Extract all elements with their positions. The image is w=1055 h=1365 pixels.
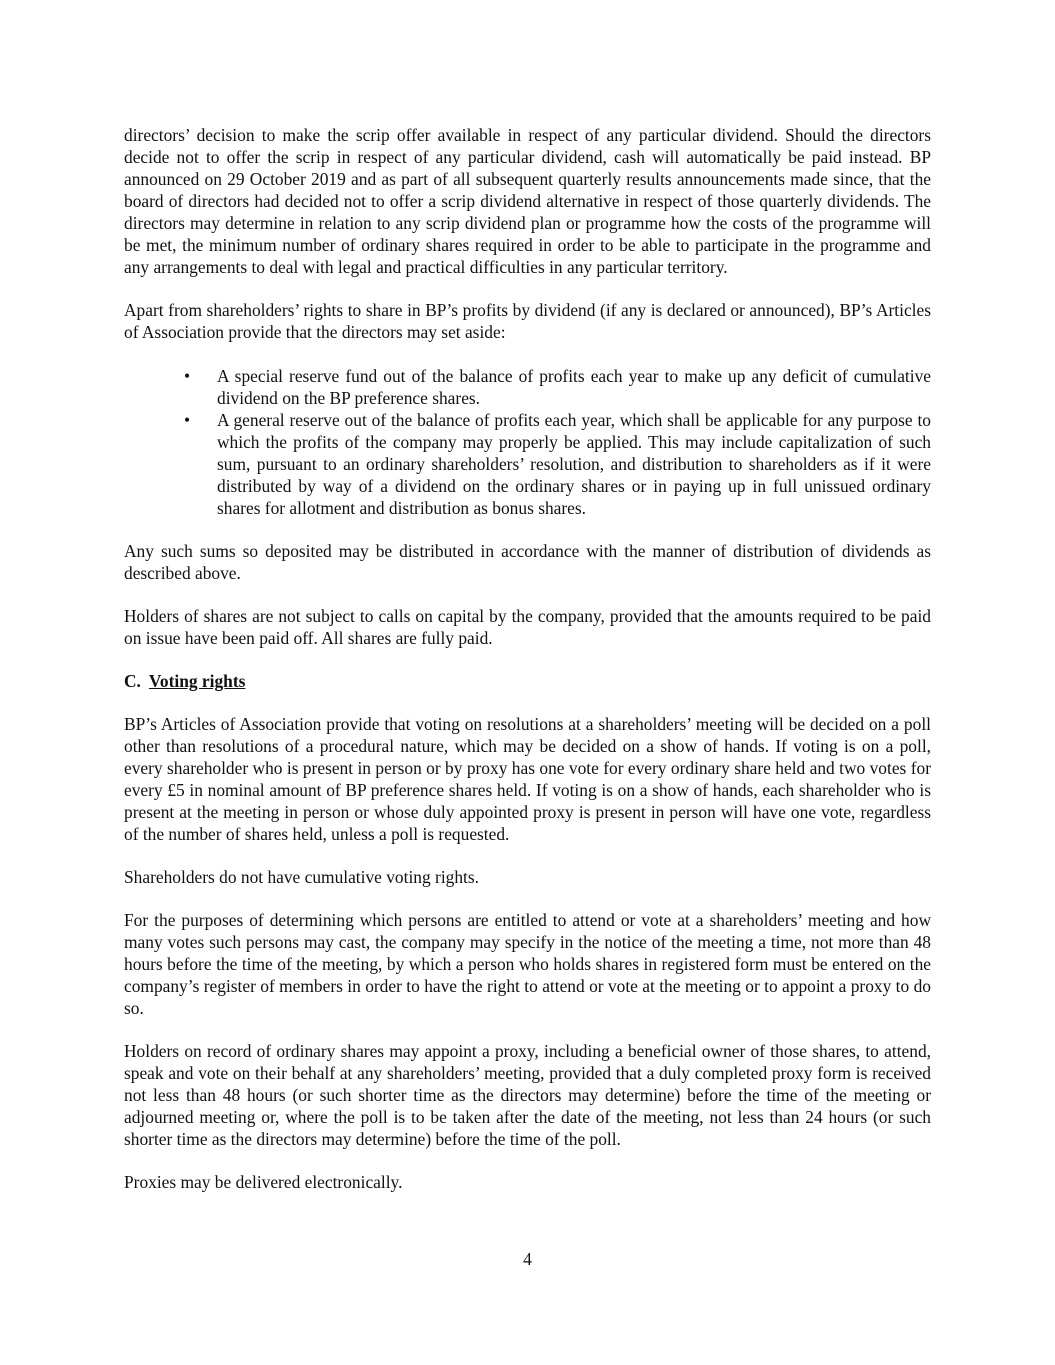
bullet-glyph: • xyxy=(184,410,191,430)
bullet-glyph: • xyxy=(184,366,191,386)
paragraph-proxy-appointment: Holders on record of ordinary shares may appoint a proxy, including a beneficial owner of those shares, to attend, speak and vote on their behalf at any shareholders’ meeting, provided that a duly completed proxy form is received not less than 48 hours (or such shorter time as the directors may determine) before the time of the meeting or adjourned meeting or, where the poll is to be taken after the date of the meeting, not less than 24 hours (or such shorter time as the directors may determine) before the time of the poll. xyxy=(124,1041,931,1149)
paragraph-sums-deposited: Any such sums so deposited may be distributed in accordance with the manner of distribution of dividends as described above. xyxy=(124,541,931,583)
paragraph-electronic-proxies: Proxies may be delivered electronically. xyxy=(124,1172,403,1192)
list-item-text: A special reserve fund out of the balance of profits each year to make up any deficit of cumulative dividend on the BP preference shares. xyxy=(217,366,931,408)
paragraph-scrip-dividend: directors’ decision to make the scrip offer available in respect of any particular dividend. Should the directors decide not to offer the scrip in respect of any particular dividend, cash will automatically be paid instead. BP announced on 29 October 2019 and as part of all subsequent quarterly results announcements made since, that the board of directors had decided not to offer a scrip dividend alternative in respect of those quarterly dividends. The directors may determine in relation to any scrip dividend plan or programme how the costs of the programme will be met, the minimum number of ordinary shares required in order to be able to participate in the programme and any arrangements to deal with legal and practical difficulties in any particular territory. xyxy=(124,125,931,277)
list-item xyxy=(124,409,931,519)
section-title: Voting rights xyxy=(148,671,246,691)
list-item-text: A general reserve out of the balance of profits each year, which shall be applicable for any purpose to which the profits of the company may properly be applied. This may include capitalization of such sum, pursuant to an ordinary shareholders’ resolution, and distribution to shareholders as if it were distributed by way of a dividend on the ordinary shares or in paying up in full unissued ordinary shares for allotment and distribution as bonus shares. xyxy=(217,410,931,518)
paragraph-voting-resolutions: BP’s Articles of Association provide that voting on resolutions at a shareholders’ meeting will be decided on a poll other than resolutions of a procedural nature, which may be decided on a show of hands. If voting is on a poll, every shareholder who is present in person or by proxy has one vote for every ordinary share held and two votes for every £5 in nominal amount of BP preference shares held. If voting is on a show of hands, each shareholder who is present at the meeting in person or whose duly appointed proxy is present in person will have one vote, regardless of the number of shares held, unless a poll is requested. xyxy=(124,714,931,844)
paragraph-reserves-intro: Apart from shareholders’ rights to share in BP’s profits by dividend (if any is declared or announced), BP’s Articles of Association provide that the directors may set aside: xyxy=(124,300,931,342)
reserves-bullet-list xyxy=(124,365,931,519)
page-number: 4 xyxy=(523,1249,532,1269)
section-heading xyxy=(124,670,931,692)
document-page xyxy=(124,124,931,1193)
list-item xyxy=(124,365,931,409)
paragraph-calls-on-capital: Holders of shares are not subject to calls on capital by the company, provided that the amounts required to be paid on issue have been paid off. All shares are fully paid. xyxy=(124,606,931,648)
paragraph-entitlement-to-vote: For the purposes of determining which persons are entitled to attend or vote at a shareholders’ meeting and how many votes such persons may cast, the company may specify in the notice of the meeting a time, not more than 48 hours before the time of the meeting, by which a person who holds shares in registered form must be entered on the company’s register of members in order to have the right to attend or vote at the meeting or to appoint a proxy to do so. xyxy=(124,910,931,1018)
paragraph-cumulative-voting: Shareholders do not have cumulative voting rights. xyxy=(124,867,479,887)
section-letter: C. xyxy=(124,671,141,691)
